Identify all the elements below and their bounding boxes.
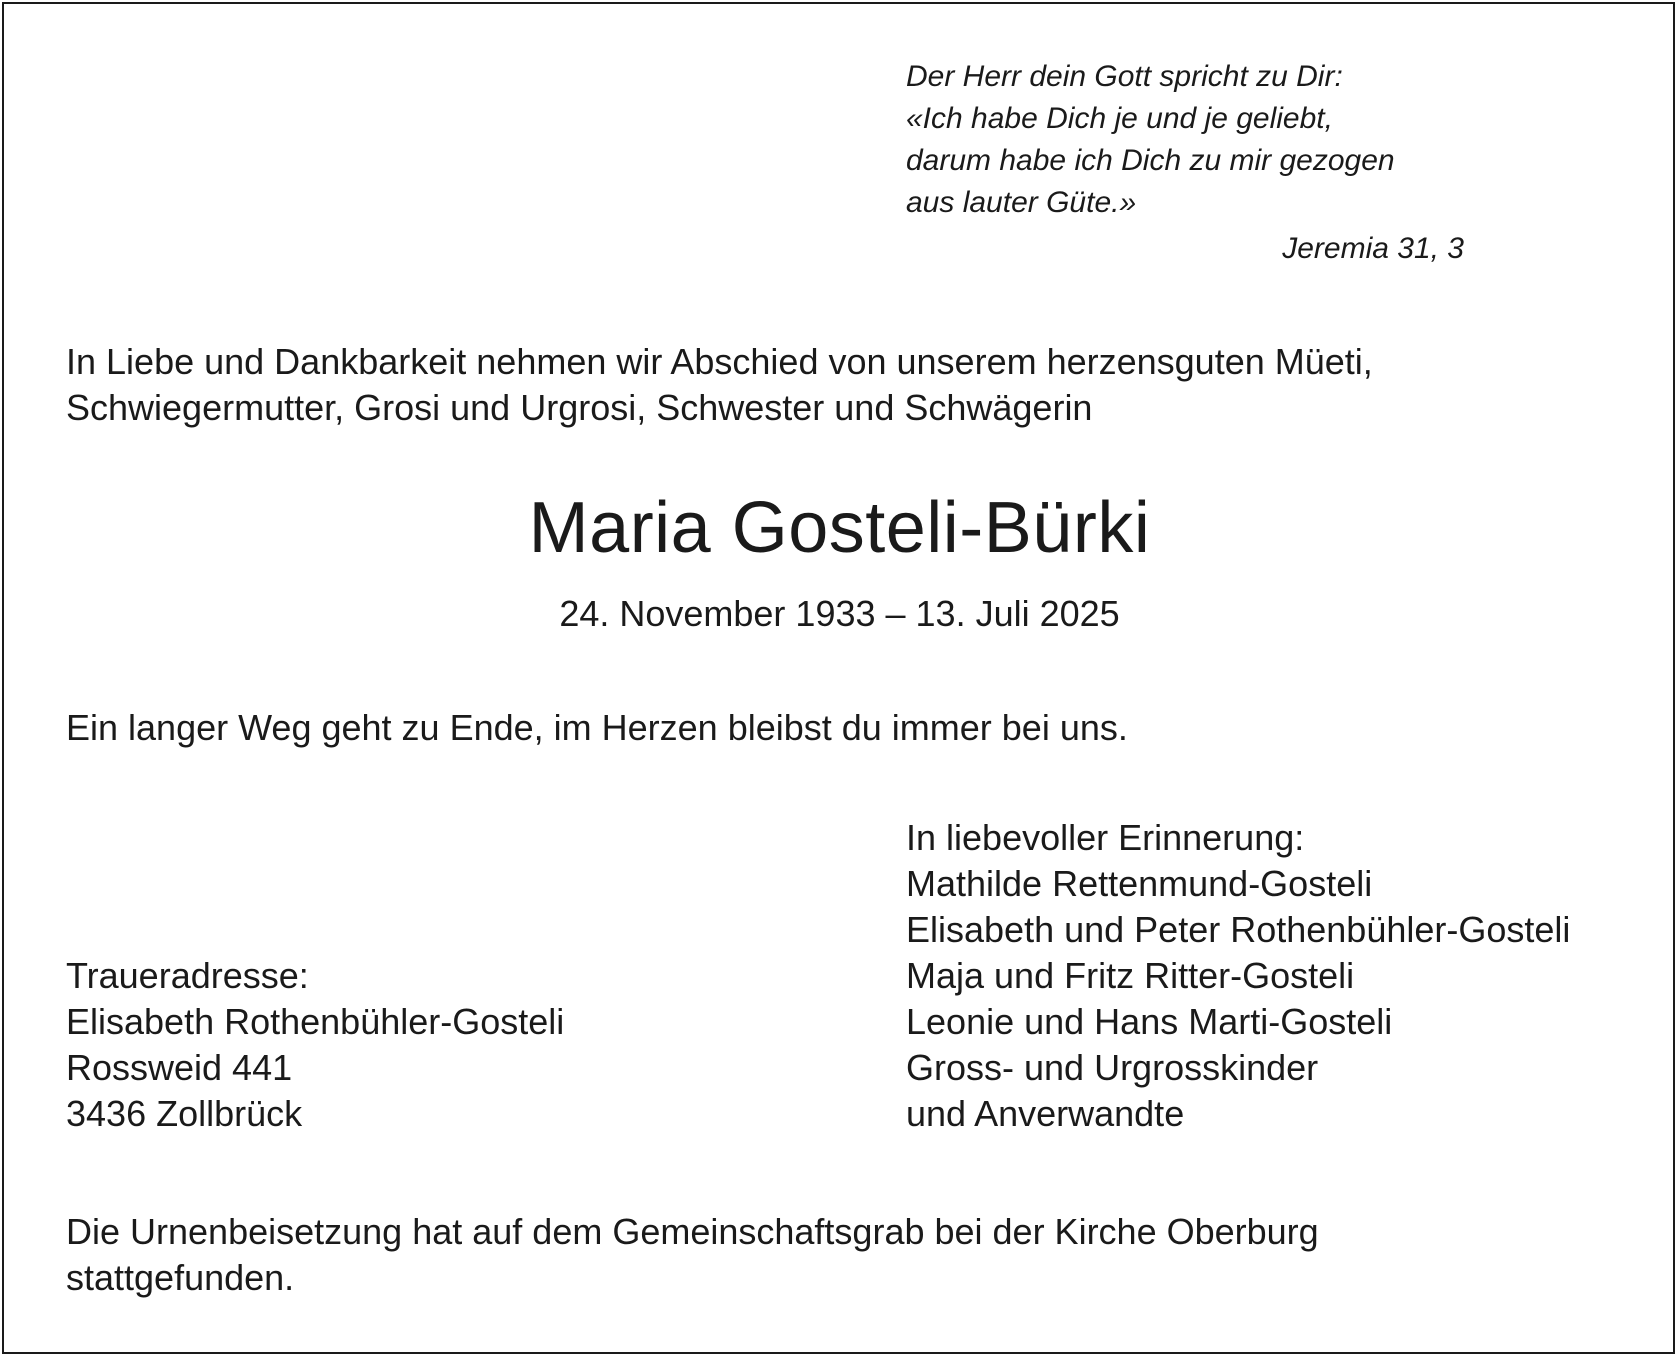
- intro-line: Schwiegermutter, Grosi und Urgrosi, Schwester und Schwägerin: [66, 387, 1093, 428]
- life-dates: 24. November 1933 – 13. Juli 2025: [559, 593, 1120, 634]
- intro-line: In Liebe und Dankbarkeit nehmen wir Abschied von unserem herzensguten Müeti,: [66, 341, 1373, 382]
- address-heading: Traueradresse:: [66, 955, 309, 996]
- mourner-name: Gross- und Urgrosskinder: [906, 1047, 1319, 1088]
- mourners-heading: In liebevoller Erinnerung:: [906, 817, 1305, 858]
- deceased-name: Maria Gosteli-Bürki: [528, 488, 1151, 568]
- burial-notice-line: stattgefunden.: [66, 1257, 295, 1298]
- address-line: Elisabeth Rothenbühler-Gosteli: [66, 1001, 565, 1042]
- quote-reference: Jeremia 31, 3: [1282, 232, 1464, 265]
- farewell-text: Ein langer Weg geht zu Ende, im Herzen bleibst du immer bei uns.: [66, 707, 1128, 748]
- burial-notice-line: Die Urnenbeisetzung hat auf dem Gemeinschaftsgrab bei der Kirche Oberburg: [66, 1211, 1319, 1252]
- quote-line: «Ich habe Dich je und je geliebt,: [906, 102, 1333, 135]
- quote-line: aus lauter Güte.»: [906, 186, 1137, 219]
- quote-line: darum habe ich Dich zu mir gezogen: [906, 144, 1395, 177]
- mourner-name: Maja und Fritz Ritter-Gosteli: [906, 955, 1355, 996]
- notice-border: [2, 2, 1675, 1354]
- mourner-name: Leonie und Hans Marti-Gosteli: [906, 1001, 1393, 1042]
- address-line: Rossweid 441: [66, 1047, 293, 1088]
- mourner-name: Elisabeth und Peter Rothenbühler-Gosteli: [906, 909, 1571, 950]
- mourner-name: Mathilde Rettenmund-Gosteli: [906, 863, 1373, 904]
- quote-line: Der Herr dein Gott spricht zu Dir:: [906, 60, 1343, 93]
- mourner-name: und Anverwandte: [906, 1093, 1185, 1134]
- address-line: 3436 Zollbrück: [66, 1093, 303, 1134]
